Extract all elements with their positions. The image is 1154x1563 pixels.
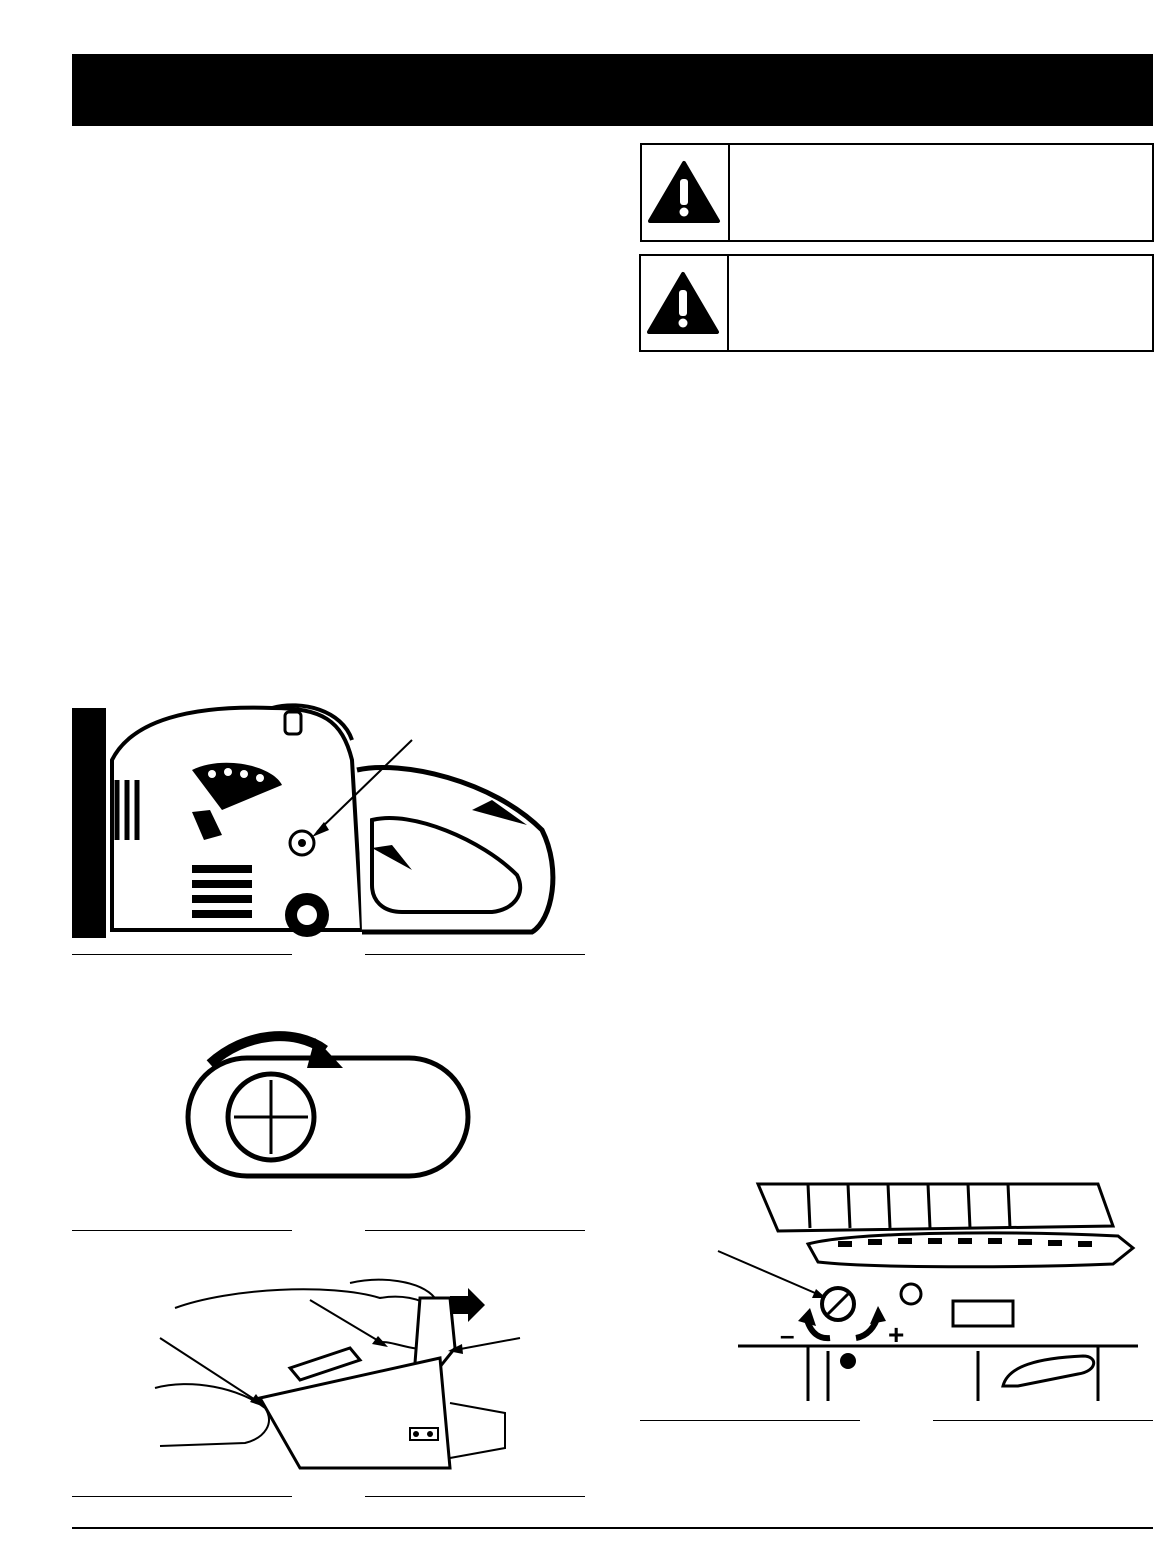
figure-rule-right	[365, 1230, 585, 1231]
warning-box-2	[639, 254, 1154, 352]
figure-rule-left	[72, 1230, 292, 1231]
figure-rule-right	[365, 954, 585, 955]
clockwise-rotation-arrow-icon	[185, 1030, 475, 1180]
header-bar	[72, 54, 1153, 126]
figure-rule-left	[72, 1496, 292, 1497]
warning-triangle-icon	[646, 159, 722, 225]
figure-rule-right	[933, 1420, 1153, 1421]
footer-rule	[72, 1527, 1153, 1529]
figure-rule-left	[640, 1420, 860, 1421]
chainsaw-oil-adjust-screw-illustration	[72, 700, 572, 940]
plus-label: +	[888, 1319, 905, 1350]
minus-label: –	[780, 1320, 795, 1350]
warning-triangle-icon	[645, 270, 721, 336]
figure-rule-left	[72, 954, 292, 955]
chain-brake-hands-illustration	[150, 1268, 530, 1483]
warning-box-1	[640, 143, 1154, 242]
figure-rule-right	[365, 1496, 585, 1497]
minus-plus-adjustment-illustration	[718, 1176, 1140, 1401]
warning-icon-cell	[641, 256, 729, 350]
warning-icon-cell	[642, 145, 730, 240]
